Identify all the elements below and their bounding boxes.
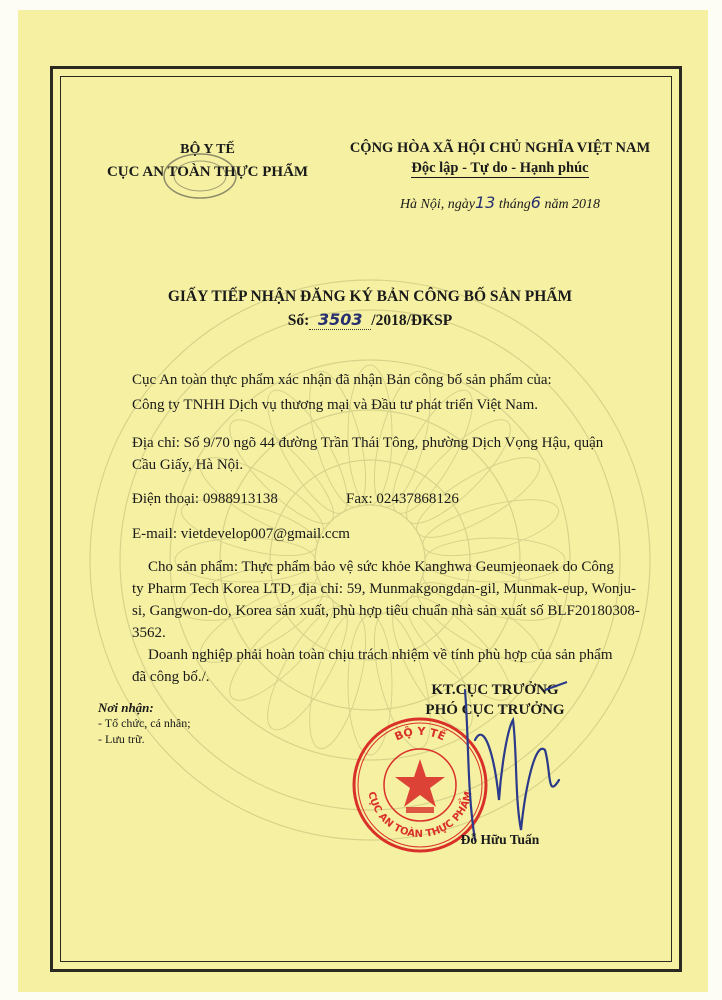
ministry-name: BỘ Y TẾ — [180, 142, 235, 157]
signer-role-line-2: PHÓ CỤC TRƯỞNG — [425, 702, 565, 718]
seal-top-text: BỘ Y TẾ — [392, 724, 448, 744]
document-number: Số: 3503 /2018/ĐKSP — [287, 310, 453, 329]
product-line-4: 3562. — [132, 625, 166, 641]
address-line-1: Địa chỉ: Số 9/70 ngõ 44 đường Trần Thái Tông, phường Dịch Vọng Hậu, quận — [132, 435, 604, 451]
handwritten-month: 6 — [530, 193, 541, 212]
address-line-2: Cầu Giấy, Hà Nội. — [132, 457, 244, 473]
recipient-item: - Lưu trữ. — [98, 732, 145, 746]
product-line-2: ty Pharm Tech Korea LTD, địa chỉ: 59, Munmakgongdan-gil, Munmak-eup, Wonju- — [132, 581, 637, 597]
responsibility-line-1: Doanh nghiệp phải hoàn toàn chịu trách nhiệm về tính phù hợp của sản phẩm — [148, 647, 613, 663]
handwritten-day: 13 — [475, 193, 496, 212]
issue-date: Hà Nội, ngày13 tháng6 năm 2018 — [399, 193, 601, 212]
phone-number: Điện thoại: 0988913138 — [132, 491, 278, 507]
document-title: GIẤY TIẾP NHẬN ĐĂNG KÝ BẢN CÔNG BỐ SẢN PHẨM — [167, 288, 573, 305]
handwritten-signature — [455, 680, 575, 850]
recipients-heading: Nơi nhận: — [98, 700, 154, 715]
seal-ring-text: CỤC AN TOÀN THỰC PHẨM — [365, 790, 475, 841]
agency-name: CỤC AN TOÀN THỰC PHẨM — [106, 164, 309, 180]
national-title: CỘNG HÒA XÃ HỘI CHỦ NGHĨA VIỆT NAM — [349, 140, 651, 156]
recipient-item: - Tổ chức, cá nhân; — [98, 716, 191, 730]
national-motto: Độc lập - Tự do - Hạnh phúc — [411, 160, 589, 176]
body-intro: Cục An toàn thực phẩm xác nhận đã nhận Bản công bố sản phẩm của: — [132, 372, 552, 388]
responsibility-line-2: đã công bố./. — [132, 669, 210, 685]
handwritten-number: 3503 — [309, 310, 371, 330]
svg-text:BỘ Y TẾ — [393, 725, 449, 744]
fax-number: Fax: 02437868126 — [346, 491, 459, 507]
product-line-3: si, Gangwon-do, Korea sản xuất, phù hợp tiêu chuẩn nhà sản xuất số BLF20180308- — [132, 603, 640, 619]
signer-role-line-1: KT.CỤC TRƯỞNG — [431, 682, 559, 698]
agency-emblem-stamp — [160, 150, 240, 202]
email-address: E-mail: vietdevelop007@gmail.ccm — [132, 526, 350, 542]
product-line-1: Cho sản phẩm: Thực phẩm bảo vệ sức khỏe Kanghwa Geumjeonaek do Công — [148, 559, 614, 575]
signer-name: Đỗ Hữu Tuấn — [460, 832, 540, 847]
company-name: Công ty TNHH Dịch vụ thương mại và Đầu tư phát triển Việt Nam. — [132, 397, 539, 413]
